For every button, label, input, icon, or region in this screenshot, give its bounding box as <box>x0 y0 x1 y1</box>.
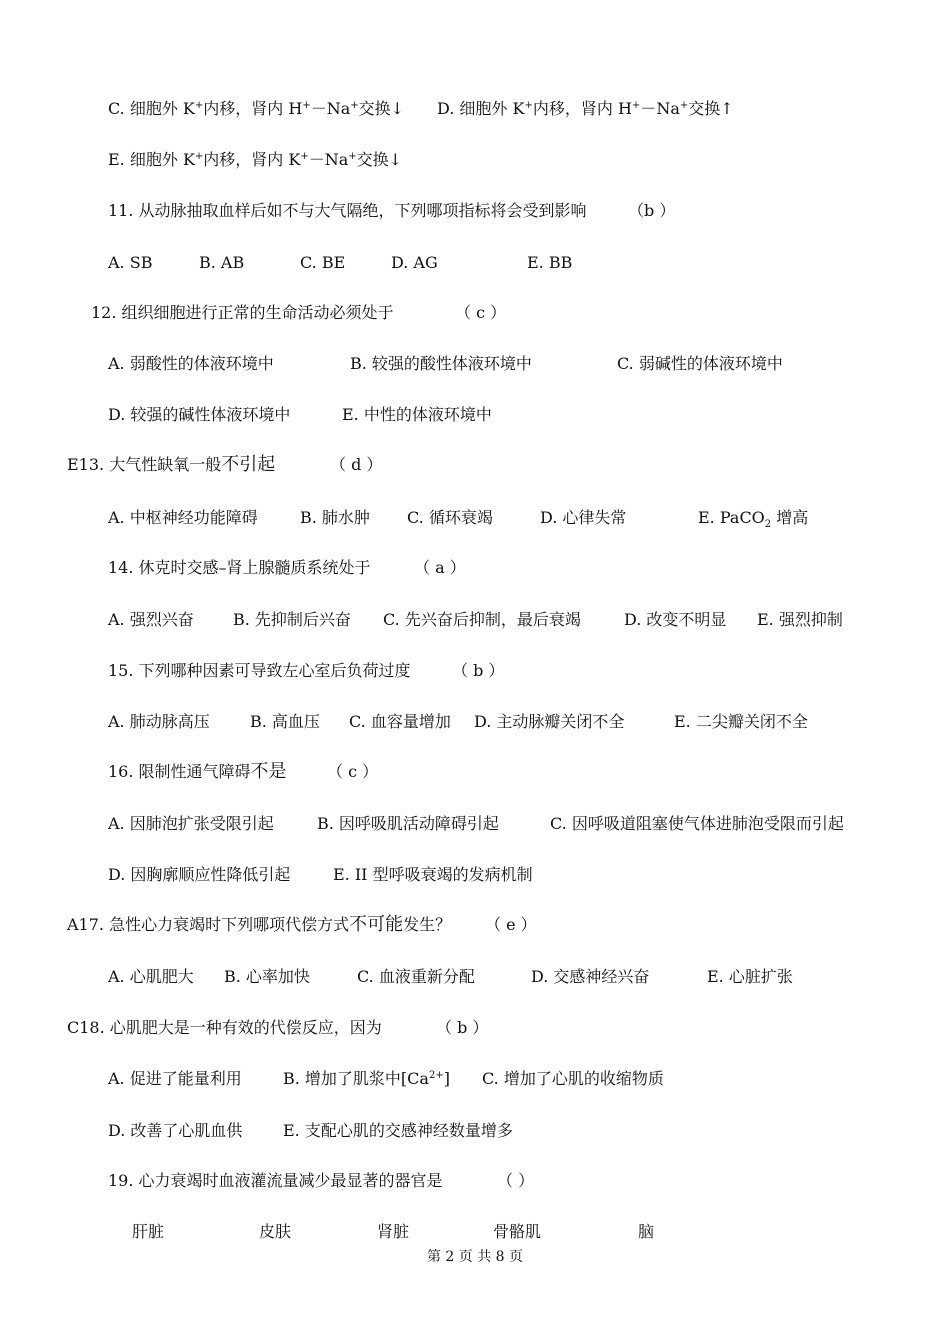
text-segment <box>108 809 274 839</box>
text-segment <box>327 757 378 787</box>
segment-text: （ ） <box>497 1171 535 1190</box>
segment-text: （ d ） <box>330 455 383 474</box>
text-segment <box>485 910 537 940</box>
text-segment <box>250 707 320 737</box>
segment-text: C. 血容量增加 <box>349 712 451 731</box>
segment-text: D. 改变不明显 <box>624 610 727 629</box>
segment-text: A. 因肺泡扩张受限引起 <box>108 814 274 833</box>
segment-text: E. 强烈抑制 <box>757 610 843 629</box>
text-segment <box>527 248 572 278</box>
segment-text: （ a ） <box>414 558 466 577</box>
segment-text: E13. 大气性缺氧一般 <box>67 455 222 474</box>
text-segment <box>108 1064 242 1094</box>
segment-text: E. 心脏扩张 <box>707 967 793 986</box>
text-segment <box>349 707 451 737</box>
text-segment <box>674 707 808 737</box>
segment-text: 肝脏 <box>132 1222 165 1241</box>
sub-text: 2 <box>764 519 772 530</box>
sup-text: + <box>194 151 204 162</box>
text-segment <box>333 860 533 890</box>
segment-text: B. 高血压 <box>250 712 320 731</box>
segment-text: 16. 限制性通气障碍 <box>108 762 251 781</box>
segment-text: 内移，肾内 H <box>532 99 632 118</box>
text-segment <box>108 962 194 992</box>
segment-text: A. 强烈兴奋 <box>108 610 194 629</box>
segment-text: 肾脏 <box>377 1222 410 1241</box>
segment-text: 内移，肾内 H <box>203 99 303 118</box>
segment-text: E. II 型呼吸衰竭的发病机制 <box>333 865 533 884</box>
segment-text: D. 较强的碱性体液环境中 <box>108 405 291 424</box>
text-segment <box>317 809 499 839</box>
segment-text: ] <box>443 1069 450 1088</box>
segment-text: －Na <box>310 99 351 118</box>
segment-text: E. PaCO <box>698 508 765 527</box>
segment-text: D. 主动脉瓣关闭不全 <box>474 712 625 731</box>
text-segment <box>455 298 506 328</box>
segment-text: D. AG <box>391 253 438 272</box>
segment-text: （ b ） <box>452 661 505 680</box>
segment-text: C. 先兴奋后抑制，最后衰竭 <box>383 610 581 629</box>
emphasis-text: 不可能 <box>349 914 404 935</box>
text-segment <box>108 1116 242 1146</box>
text-segment <box>108 145 402 175</box>
text-segment <box>357 962 475 992</box>
text-segment <box>342 400 492 430</box>
segment-text: D. 心律失常 <box>540 508 627 527</box>
segment-text: 皮肤 <box>259 1222 292 1241</box>
segment-text: E. 细胞外 K <box>108 150 195 169</box>
segment-text: E. 二尖瓣关闭不全 <box>674 712 808 731</box>
segment-text: B. 增加了肌浆中[Ca <box>283 1069 429 1088</box>
text-segment <box>391 248 438 278</box>
segment-text: E. BB <box>527 253 573 272</box>
segment-text: A17. 急性心力衰竭时下列哪项代偿方式 <box>67 915 350 934</box>
segment-text: A. SB <box>108 253 153 272</box>
segment-text: A. 弱酸性的体液环境中 <box>108 354 274 373</box>
page-footer: 第 2 页 共 8 页 <box>426 1249 524 1265</box>
text-segment <box>493 1217 541 1247</box>
sup-text: + <box>631 100 641 111</box>
text-segment <box>108 757 287 787</box>
segment-text: 交换↓ <box>356 150 403 169</box>
text-segment <box>531 962 649 992</box>
text-segment <box>283 1116 513 1146</box>
segment-text: （b ） <box>628 201 676 220</box>
text-segment <box>108 94 404 124</box>
text-segment <box>108 860 290 890</box>
text-segment <box>452 656 504 686</box>
segment-text: B. 较强的酸性体液环境中 <box>350 354 532 373</box>
text-segment <box>224 962 310 992</box>
segment-text: A. 心肌肥大 <box>108 967 194 986</box>
text-segment <box>437 94 734 124</box>
text-segment <box>259 1217 291 1247</box>
segment-text: D. 因胸廓顺应性降低引起 <box>108 865 291 884</box>
segment-text: A. 肺动脉高压 <box>108 712 210 731</box>
text-segment <box>67 1013 382 1043</box>
segment-text: （ c ） <box>327 762 379 781</box>
text-segment <box>67 910 451 940</box>
text-segment <box>638 1217 654 1247</box>
text-segment <box>283 1064 450 1094</box>
text-segment <box>550 809 844 839</box>
sup-text: + <box>348 151 357 162</box>
segment-text: A. 促进了能量利用 <box>108 1069 242 1088</box>
segment-text: C. 因呼吸道阻塞使气体进肺泡受限而引起 <box>550 814 844 833</box>
text-segment <box>330 450 382 480</box>
text-segment <box>414 553 466 583</box>
segment-text: 11. 从动脉抽取血样后如不与大气隔绝，下列哪项指标将会受到影响 <box>108 201 587 220</box>
text-segment <box>199 248 244 278</box>
text-segment <box>300 503 370 533</box>
emphasis-text: 不引起 <box>221 454 276 475</box>
segment-text: 12. 组织细胞进行正常的生命活动必须处于 <box>91 303 394 322</box>
segment-text: B. 因呼吸肌活动障碍引起 <box>317 814 499 833</box>
segment-text: C. 细胞外 K <box>108 99 195 118</box>
text-segment <box>108 196 587 226</box>
text-segment <box>377 1217 409 1247</box>
segment-text: A. 中枢神经功能障碍 <box>108 508 258 527</box>
text-segment <box>698 503 808 533</box>
text-segment <box>108 503 258 533</box>
segment-text: C18. 心肌肥大是一种有效的代偿反应，因为 <box>67 1018 382 1037</box>
segment-text: B. 心率加快 <box>224 967 310 986</box>
segment-text: C. 增加了心肌的收缩物质 <box>482 1069 664 1088</box>
segment-text: B. 肺水肿 <box>300 508 370 527</box>
sup-text: 2+ <box>428 1070 444 1081</box>
segment-text: E. 中性的体液环境中 <box>342 405 492 424</box>
segment-text: 15. 下列哪种因素可导致左心室后负荷过度 <box>108 661 411 680</box>
text-segment <box>497 1166 534 1196</box>
sup-text: + <box>524 100 533 111</box>
text-segment <box>67 450 275 480</box>
segment-text: 脑 <box>638 1222 655 1241</box>
text-segment <box>108 1166 443 1196</box>
text-segment <box>108 349 274 379</box>
segment-text: D. 交感神经兴奋 <box>531 967 650 986</box>
segment-text: 交换↓ <box>358 99 405 118</box>
segment-text: （ c ） <box>455 303 507 322</box>
segment-text: 交换↑ <box>688 99 734 118</box>
text-segment <box>108 707 210 737</box>
segment-text: B. 先抑制后兴奋 <box>233 610 351 629</box>
segment-text: 内移，肾内 K <box>203 150 301 169</box>
segment-text: C. 循环衰竭 <box>407 508 493 527</box>
text-segment <box>624 605 726 635</box>
text-segment <box>108 248 152 278</box>
segment-text: 14. 休克时交感–肾上腺髓质系统处于 <box>108 558 371 577</box>
text-segment <box>108 605 194 635</box>
sup-text: + <box>300 151 309 162</box>
text-segment <box>132 1217 164 1247</box>
sup-text: + <box>194 100 204 111</box>
text-segment <box>233 605 351 635</box>
text-segment <box>757 605 843 635</box>
text-segment <box>407 503 493 533</box>
sup-text: + <box>679 100 689 111</box>
sup-text: + <box>302 100 311 111</box>
segment-text: －Na <box>640 99 680 118</box>
text-segment <box>350 349 532 379</box>
segment-text: 增高 <box>771 508 809 527</box>
segment-text: C. BE <box>300 253 346 272</box>
segment-text: 19. 心力衰竭时血液灌流量减少最显著的器官是 <box>108 1171 443 1190</box>
text-segment <box>108 553 371 583</box>
text-segment <box>540 503 626 533</box>
text-segment <box>482 1064 664 1094</box>
segment-text: 发生？ <box>403 915 452 934</box>
segment-text: E. 支配心肌的交感神经数量增多 <box>283 1121 513 1140</box>
text-segment <box>383 605 581 635</box>
text-segment <box>436 1013 488 1043</box>
segment-text: －Na <box>308 150 349 169</box>
segment-text: （ b ） <box>436 1018 489 1037</box>
segment-text: D. 细胞外 K <box>437 99 525 118</box>
segment-text: D. 改善了心肌血供 <box>108 1121 243 1140</box>
text-segment <box>628 196 675 226</box>
segment-text: 骨骼肌 <box>493 1222 542 1241</box>
segment-text: （ e ） <box>485 915 537 934</box>
text-segment <box>108 400 290 430</box>
text-segment <box>300 248 345 278</box>
text-segment <box>91 298 394 328</box>
segment-text: C. 血液重新分配 <box>357 967 475 986</box>
segment-text: B. AB <box>199 253 245 272</box>
sup-text: + <box>350 100 359 111</box>
text-segment <box>707 962 793 992</box>
text-segment <box>474 707 624 737</box>
text-segment <box>108 656 411 686</box>
text-segment <box>617 349 783 379</box>
segment-text: C. 弱碱性的体液环境中 <box>617 354 783 373</box>
emphasis-text: 不是 <box>250 761 287 782</box>
